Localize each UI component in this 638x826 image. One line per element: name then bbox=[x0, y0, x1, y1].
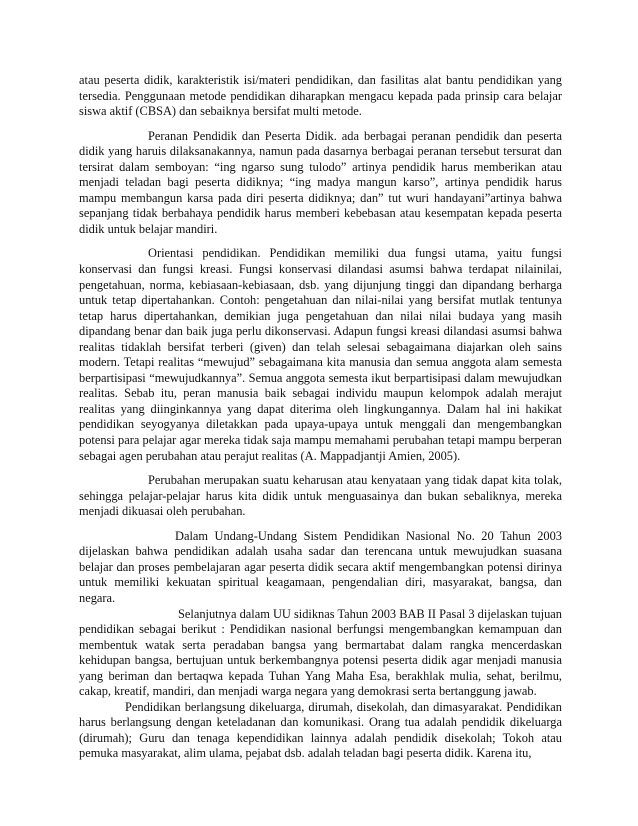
paragraph-pendidikan-berlangsung: Pendidikan berlangsung dikeluarga, dirumah, disekolah, dan dimasyarakat. Pendidikan harus berlangsung dengan keteladanan dan komunikasi. Orang tua adalah pendidik dikeluarga (dirumah); Guru dan tenaga kependidikan lainnya adalah pendidik disekolah; Tokoh atau pemuka masyarakat, alim ulama, pejabat dsb. adalah teladan bagi peserta didik. Karena itu, bbox=[79, 699, 562, 761]
paragraph-perubahan: Perubahan merupakan suatu keharusan atau kenyataan yang tidak dapat kita tolak, sehingga pelajar-pelajar harus kita didik untuk menguasainya dan bukan sebaliknya, mereka menjadi dikuasai oleh perubahan. bbox=[79, 473, 562, 519]
paragraph-metode: atau peserta didik, karakteristik isi/materi pendidikan, dan fasilitas alat bantu pendidikan yang tersedia. Penggunaan metode pendidikan diharapkan mengacu kepada pada prinsip cara belajar siswa aktif (CBSA) dan sebaiknya bersifat multi metode. bbox=[79, 73, 562, 119]
paragraph-uu-sidiknas: Selanjutnya dalam UU sidiknas Tahun 2003 BAB II Pasal 3 dijelaskan tujuan pendidikan sebagai berikut : Pendidikan nasional berfungsi mengembangkan kemampuan dan membentuk watak serta peradaban bangsa yang bermartabat dalam rangka mencerdaskan kehidupan bangsa, bertujuan untuk berkembangnya potensi peserta didik agar menjadi manusia yang beriman dan bertaqwa kepada Tuhan Yang Maha Esa, berakhlak mulia, sehat, berilmu, cakap, kreatif, mandiri, dan menjadi warga negara yang demokrasi serta bertanggung jawab. bbox=[79, 606, 562, 699]
paragraph-peranan: Peranan Pendidik dan Peserta Didik. ada berbagai peranan pendidik dan peserta didik yang haruis dilaksanakannya, namun pada dasarnya berbagai peranan tersebut tersurat dan tersirat dalam semboyan: “ing ngarso sung tulodo” artinya pendidik harus memberikan atau menjadi teladan bagi peserta didiknya; “ing madya mangun karso”, artinya pendidik harus mampu membangun karsa pada diri peserta didiknya; dan” tut wuri handayani”artinya bahwa sepanjang tidak berbahaya pendidik harus memberi kebebasan atau kesempatan kepada peserta didik untuk belajar mandiri. bbox=[79, 128, 562, 236]
paragraph-undang-undang: Dalam Undang-Undang Sistem Pendidikan Nasional No. 20 Tahun 2003 dijelaskan bahwa pendidikan adalah usaha sadar dan terencana untuk mewujudkan suasana belajar dan proses pembelajaran agar peserta didik secara aktif mengembangkan potensi dirinya untuk memiliki kekuatan spiritual keagamaan, pengendalian diri, masyarakat, bangsa, dan negara. bbox=[79, 528, 562, 605]
document-page bbox=[79, 73, 562, 762]
paragraph-orientasi: Orientasi pendidikan. Pendidikan memiliki dua fungsi utama, yaitu fungsi konservasi dan fungsi kreasi. Fungsi konservasi dilandasi asumsi bahwa terdapat nilainilai, pengetahuan, norma, kebiasaan-kebiasaan, dsb. yang dijunjung tinggi dan dipandang berharga untuk tetap dipertahankan. Contoh: pengetahuan dan nilai-nilai yang bersifat mutlak tentunya tetap harus dipertahankan, demikian juga pengetahuan dan nilai nilai budaya yang masih dipandang benar dan baik juga perlu dikonservasi. Adapun fungsi kreasi dilandasi asumsi bahwa realitas tidaklah bersifat terberi (given) dan telah selesai sebagaimana diajarkan oleh sains modern. Tetapi realitas “mewujud” sebagaimana kita manusia dan semua anggota alam semesta berpartisipasi “mewujudkannya”. Semua anggota semesta ikut berpartisipasi dalam mewujudkan realitas. Sebab itu, peran manusia baik sebagai individu maupun kelompok adalah merajut realitas yang diinginkannya yang dapat diterima oleh lingkungannya. Dalam hal ini hakikat pendidikan seyogyanya diletakkan pada upaya-upaya untuk menggali dan mengembangkan potensi para pelajar agar mereka tidak saja mampu memahami perubahan tetapi mampu berperan sebagai agen perubahan atau perajut realitas (A. Mappadjantji Amien, 2005). bbox=[79, 246, 562, 463]
